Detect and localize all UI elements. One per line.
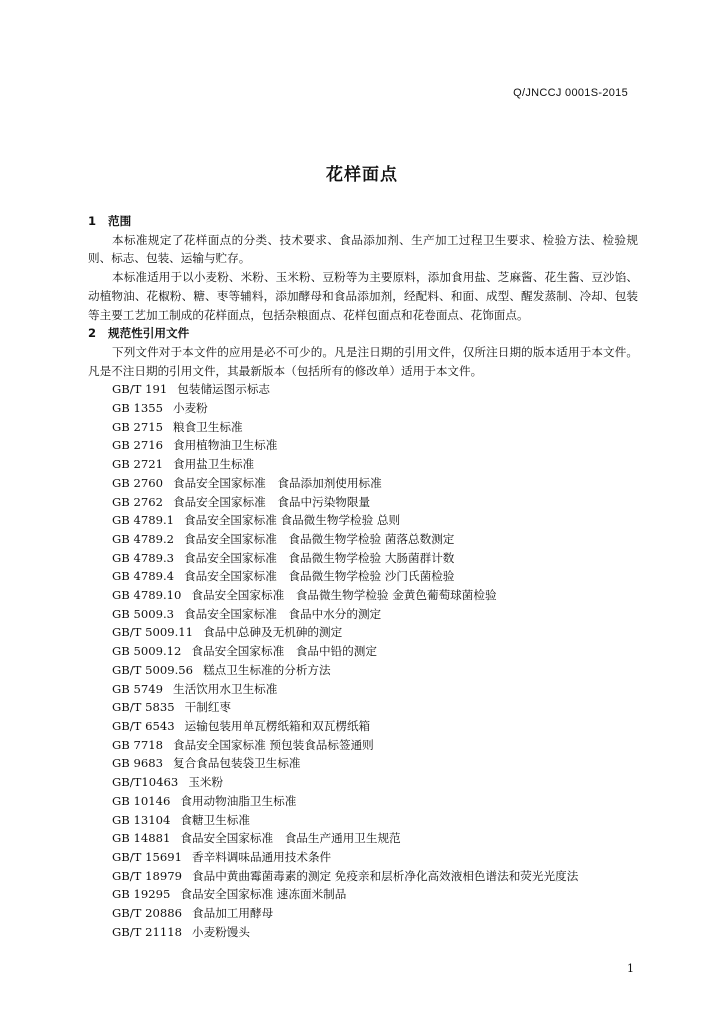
reference-title: 玉米粉 (188, 775, 224, 790)
reference-item (88, 885, 638, 904)
reference-title: 食品中总砷及无机砷的测定 (203, 625, 343, 640)
reference-code: GB 4789.3 (112, 550, 175, 565)
reference-code: GB 10146 (112, 793, 171, 808)
document-body (88, 212, 638, 941)
reference-title: 食品加工用酵母 (192, 906, 274, 921)
reference-title: 食品安全国家标准 食品微生物学检验 沙门氏菌检验 (184, 569, 455, 584)
section-heading-references (88, 324, 638, 343)
reference-title: 食品安全国家标准 食品添加剂使用标准 (172, 475, 382, 490)
reference-code: GB/T 15691 (112, 849, 182, 864)
reference-item (88, 511, 638, 530)
reference-code: GB/T 20886 (112, 906, 182, 921)
reference-item (88, 586, 638, 605)
reference-code: GB/T 5009.11 (112, 625, 194, 640)
reference-title: 小麦粉馒头 (192, 924, 250, 939)
reference-title: 复合食品包装袋卫生标准 (172, 756, 301, 771)
reference-title: 食用植物油卫生标准 (172, 438, 278, 453)
reference-title: 干制红枣 (184, 700, 232, 715)
page-number: 1 (627, 962, 634, 975)
reference-title: 食品安全国家标准 食品微生物学检验 大肠菌群计数 (184, 550, 455, 565)
scope-paragraph-1: 本标准规定了花样面点的分类、技术要求、食品添加剂、生产加工过程卫生要求、检验方法、检验规则、标志、包装、运输与贮存。 (88, 232, 638, 266)
reference-code: GB 4789.2 (112, 531, 175, 546)
reference-item (88, 399, 638, 418)
reference-code: GB/T10463 (112, 775, 179, 790)
reference-item (88, 605, 638, 624)
reference-title: 食用动物油脂卫生标准 (180, 793, 297, 808)
reference-item (88, 829, 638, 848)
reference-title: 香辛料调味品通用技术条件 (192, 849, 332, 864)
reference-code: GB 2760 (112, 475, 163, 490)
reference-code: GB/T 18979 (112, 868, 182, 883)
reference-code: GB 2721 (112, 457, 163, 472)
reference-code: GB/T 5835 (112, 700, 175, 715)
reference-code: GB 4789.10 (112, 588, 182, 603)
reference-code: GB 7718 (112, 737, 163, 752)
section-heading-scope (88, 212, 638, 231)
reference-item (88, 717, 638, 736)
reference-title: 包装储运图示标志 (177, 382, 271, 397)
reference-code: GB 14881 (112, 831, 171, 846)
scope-paragraph-2: 本标准适用于以小麦粉、米粉、玉米粉、豆粉等为主要原料，添加食用盐、芝麻酱、花生酱、豆沙馅、动植物油、花椒粉、糖、枣等辅料，添加酵母和食品添加剂，经配料、和面、成型、醒发蒸制、冷却、包装等主要工艺加工制成的花样面点，包括杂粮面点、花样包面点和花卷面点、花饰面点。 (88, 270, 638, 322)
reference-title: 食品安全国家标准 食品微生物学检验 总则 (184, 513, 401, 528)
reference-title: 食品安全国家标准 预包装食品标签通则 (172, 737, 374, 752)
reference-item (88, 904, 638, 923)
reference-code: GB 19295 (112, 887, 171, 902)
reference-item (88, 549, 638, 568)
reference-item (88, 530, 638, 549)
reference-item (88, 811, 638, 830)
reference-item (88, 698, 638, 717)
reference-code: GB 4789.1 (112, 513, 175, 528)
reference-code: GB 2715 (112, 419, 163, 434)
reference-code: GB/T 21118 (112, 924, 182, 939)
reference-item (88, 380, 638, 399)
reference-item (88, 773, 638, 792)
reference-title: 食品安全国家标准 食品微生物学检验 菌落总数测定 (184, 531, 455, 546)
reference-item (88, 436, 638, 455)
reference-item (88, 493, 638, 512)
reference-title: 食品中黄曲霉菌毒素的测定 免疫亲和层析净化高效液相色谱法和荧光光度法 (192, 868, 579, 883)
reference-item (88, 642, 638, 661)
reference-title: 生活饮用水卫生标准 (172, 681, 278, 696)
reference-code: GB/T 5009.56 (112, 662, 194, 677)
reference-list (88, 380, 638, 941)
reference-item (88, 474, 638, 493)
reference-item (88, 792, 638, 811)
reference-title: 小麦粉 (172, 401, 208, 416)
reference-code: GB 5009.12 (112, 644, 182, 659)
reference-title: 糕点卫生标准的分析方法 (203, 662, 331, 677)
reference-code: GB 2762 (112, 494, 163, 509)
reference-item (88, 754, 638, 773)
standard-code: Q/JNCCJ 0001S-2015 (513, 87, 628, 99)
section-number: 1 (88, 214, 97, 228)
reference-item (88, 661, 638, 680)
reference-code: GB 2716 (112, 438, 163, 453)
reference-title: 食品安全国家标准 速冻面米制品 (180, 887, 347, 902)
reference-title: 粮食卫生标准 (172, 419, 243, 434)
section-title: 规范性引用文件 (108, 326, 190, 341)
reference-item (88, 623, 638, 642)
reference-code: GB/T 191 (112, 382, 168, 397)
reference-item (88, 418, 638, 437)
reference-code: GB 1355 (112, 401, 163, 416)
reference-item (88, 736, 638, 755)
reference-code: GB 5009.3 (112, 606, 175, 621)
reference-item (88, 680, 638, 699)
reference-code: GB/T 6543 (112, 718, 175, 733)
reference-item (88, 923, 638, 942)
reference-code: GB 13104 (112, 812, 171, 827)
reference-title: 食品安全国家标准 食品生产通用卫生规范 (180, 831, 401, 846)
reference-code: GB 4789.4 (112, 569, 175, 584)
reference-title: 食用盐卫生标准 (172, 457, 255, 472)
reference-title: 食品安全国家标准 食品中铅的测定 (191, 644, 377, 659)
reference-item (88, 848, 638, 867)
reference-title: 食品安全国家标准 食品中水分的测定 (184, 606, 382, 621)
section-number: 2 (88, 326, 97, 341)
reference-code: GB 5749 (112, 681, 163, 696)
document-title: 花样面点 (326, 165, 398, 185)
section-title: 范围 (108, 214, 132, 228)
reference-title: 运输包装用单瓦楞纸箱和双瓦楞纸箱 (184, 718, 371, 733)
reference-item (88, 867, 638, 886)
references-intro: 下列文件对于本文件的应用是必不可少的。凡是注日期的引用文件，仅所注日期的版本适用于本文件。凡是不注日期的引用文件，其最新版本（包括所有的修改单）适用于本文件。 (88, 344, 638, 378)
reference-title: 食品安全国家标准 食品微生物学检验 金黄色葡萄球菌检验 (191, 588, 497, 603)
reference-item (88, 567, 638, 586)
reference-title: 食糖卫生标准 (180, 812, 250, 827)
reference-item (88, 455, 638, 474)
reference-code: GB 9683 (112, 756, 163, 771)
reference-title: 食品安全国家标准 食品中污染物限量 (172, 494, 371, 509)
